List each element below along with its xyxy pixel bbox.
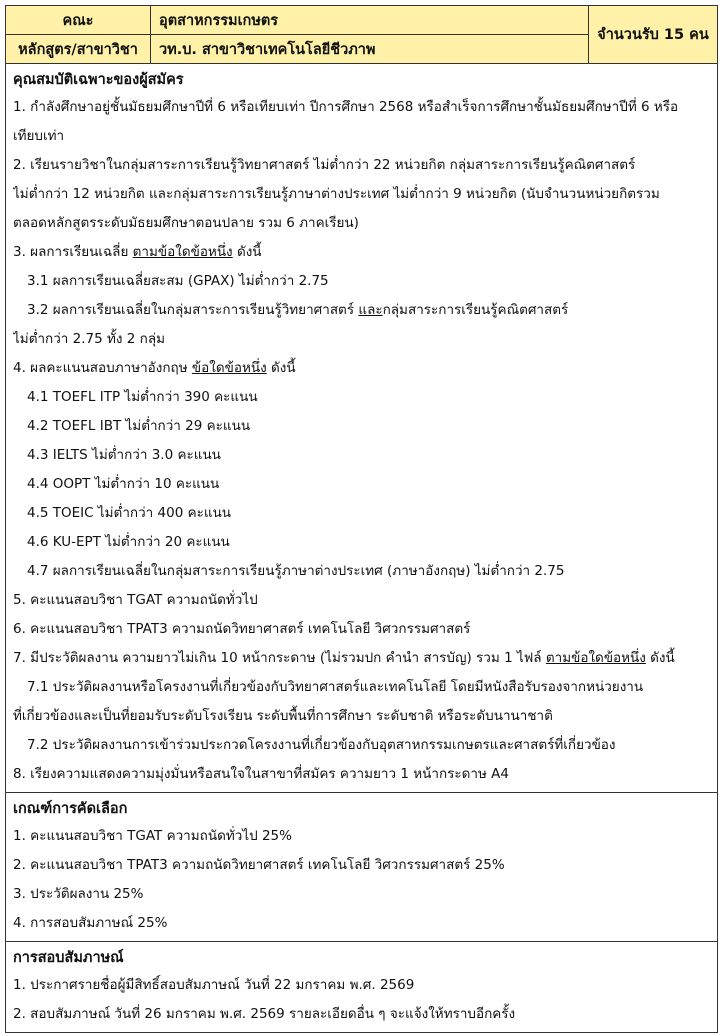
interview-2: 2. สอบสัมภาษณ์ วันที่ 26 มกราคม พ.ศ. 2569 รายละเอียดอื่น ๆ จะแจ้งให้ทราบอีกครั้ง: [13, 1006, 516, 1022]
criteria-4: 4. การสอบสัมภาษณ์ 25%: [13, 915, 168, 931]
qualification-7-1b: ที่เกี่ยวข้องและเป็นที่ยอมรับระดับโรงเรียน ระดับพื้นที่การศึกษา ระดับชาติ หรือระดับนานาชาติ: [13, 708, 553, 724]
qualification-3-1: 3.1 ผลการเรียนเฉลี่ยสะสม (GPAX) ไม่ต่ำกว่า 2.75: [27, 273, 329, 289]
criteria-section: [5, 793, 718, 942]
qualification-2c: ตลอดหลักสูตรระดับมัธยมศึกษาตอนปลาย รวม 6 ภาคเรียน): [13, 215, 359, 231]
qualifications-section: [5, 64, 718, 793]
qualification-4-2: 4.2 TOEFL IBT ไม่ต่ำกว่า 29 คะแนน: [27, 418, 251, 434]
qualification-3-2-underline: และ: [358, 302, 383, 318]
qualification-1a: 1. กำลังศึกษาอยู่ชั้นมัธยมศึกษาปีที่ 6 หรือเทียบเท่า ปีการศึกษา 2568 หรือสำเร็จการศึกษาชั้นมัธยมศึกษาปีที่ 6 หรือ: [13, 99, 679, 115]
qualification-4-4: 4.4 OOPT ไม่ต่ำกว่า 10 คะแนน: [27, 476, 220, 492]
qualification-3-2b: ไม่ต่ำกว่า 2.75 ทั้ง 2 กลุ่ม: [13, 331, 166, 347]
qualification-3-2-post: กลุ่มสาระการเรียนรู้คณิตศาสตร์: [382, 302, 569, 318]
qualification-3-post: ดังนี้: [232, 244, 262, 260]
criteria-title: เกณฑ์การคัดเลือก: [13, 801, 128, 817]
interview-section: [5, 942, 718, 1033]
qualification-7-2: 7.2 ประวัติผลงานการเข้าร่วมประกวดโครงงานที่เกี่ยวข้องกับอุตสาหกรรมเกษตรและศาสตร์ที่เกี่ยวข้อง: [27, 737, 616, 753]
interview-1: 1. ประกาศรายชื่อผู้มีสิทธิ์สอบสัมภาษณ์ วันที่ 22 มกราคม พ.ศ. 2569: [13, 977, 415, 993]
qualifications-title: คุณสมบัติเฉพาะของผู้สมัคร: [13, 72, 184, 88]
qualification-4-underline: ข้อใดข้อหนึ่ง: [191, 360, 267, 376]
qualification-4: [13, 354, 710, 383]
qualification-3: [13, 238, 710, 267]
quota-cell: จำนวนรับ 15 คน: [589, 6, 718, 64]
qualification-4-5: 4.5 TOEIC ไม่ต่ำกว่า 400 คะแนน: [27, 505, 232, 521]
qualification-2a: 2. เรียนรายวิชาในกลุ่มสาระการเรียนรู้วิทยาศาสตร์ ไม่ต่ำกว่า 22 หน่วยกิต กลุ่มสาระการเรียนรู้คณิตศาสตร์: [13, 157, 636, 173]
admission-document: [5, 5, 718, 1033]
qualification-3-underline: ตามข้อใดข้อหนึ่ง: [132, 244, 233, 260]
qualification-3-2-pre: 3.2 ผลการเรียนเฉลี่ยในกลุ่มสาระการเรียนรู้วิทยาศาสตร์: [27, 302, 359, 318]
qualification-4-pre: 4. ผลคะแนนสอบภาษาอังกฤษ: [13, 360, 192, 376]
criteria-3: 3. ประวัติผลงาน 25%: [13, 886, 144, 902]
qualification-3-pre: 3. ผลการเรียนเฉลี่ย: [13, 244, 133, 260]
qualification-7-pre: 7. มีประวัติผลงาน ความยาวไม่เกิน 10 หน้ากระดาษ (ไม่รวมปก คำนำ สารบัญ) รวม 1 ไฟล์: [13, 650, 546, 666]
qualification-4-post: ดังนี้: [266, 360, 296, 376]
qualification-1b: เทียบเท่า: [13, 128, 65, 144]
program-label: หลักสูตร/สาขาวิชา: [6, 35, 151, 64]
qualification-7: [13, 644, 710, 673]
qualification-7-underline: ตามข้อใดข้อหนึ่ง: [545, 650, 646, 666]
qualification-4-6: 4.6 KU-EPT ไม่ต่ำกว่า 20 คะแนน: [27, 534, 230, 550]
qualification-6: 6. คะแนนสอบวิชา TPAT3 ความถนัดวิทยาศาสตร์ เทคโนโลยี วิศวกรรมศาสตร์: [13, 621, 471, 637]
qualification-8: 8. เรียงความแสดงความมุ่งมั่นหรือสนใจในสาขาที่สมัคร ความยาว 1 หน้ากระดาษ A4: [13, 766, 510, 782]
qualification-3-2: [13, 296, 710, 325]
qualification-4-7: 4.7 ผลการเรียนเฉลี่ยในกลุ่มสาระการเรียนรู้ภาษาต่างประเทศ (ภาษาอังกฤษ) ไม่ต่ำกว่า 2.75: [27, 563, 565, 579]
program-header-table: [5, 5, 718, 64]
criteria-1: 1. คะแนนสอบวิชา TGAT ความถนัดทั่วไป 25%: [13, 828, 292, 844]
qualification-2b: ไม่ต่ำกว่า 12 หน่วยกิต และกลุ่มสาระการเรียนรู้ภาษาต่างประเทศ ไม่ต่ำกว่า 9 หน่วยกิต (นับจำนวนหน่วยกิตรวม: [13, 186, 660, 202]
faculty-label: คณะ: [6, 6, 151, 35]
qualification-4-3: 4.3 IELTS ไม่ต่ำกว่า 3.0 คะแนน: [27, 447, 221, 463]
qualification-5: 5. คะแนนสอบวิชา TGAT ความถนัดทั่วไป: [13, 592, 258, 608]
program-value: วท.บ. สาขาวิชาเทคโนโลยีชีวภาพ: [151, 35, 589, 64]
interview-title: การสอบสัมภาษณ์: [13, 950, 124, 966]
qualification-7-1a: 7.1 ประวัติผลงานหรือโครงงานที่เกี่ยวข้องกับวิทยาศาสตร์และเทคโนโลยี โดยมีหนังสือรับรองจากหน่วยงาน: [27, 679, 644, 695]
faculty-value: อุตสาหกรรมเกษตร: [151, 6, 589, 35]
criteria-2: 2. คะแนนสอบวิชา TPAT3 ความถนัดวิทยาศาสตร์ เทคโนโลยี วิศวกรรมศาสตร์ 25%: [13, 857, 505, 873]
qualification-7-post: ดังนี้: [645, 650, 675, 666]
qualification-4-1: 4.1 TOEFL ITP ไม่ต่ำกว่า 390 คะแนน: [27, 389, 258, 405]
